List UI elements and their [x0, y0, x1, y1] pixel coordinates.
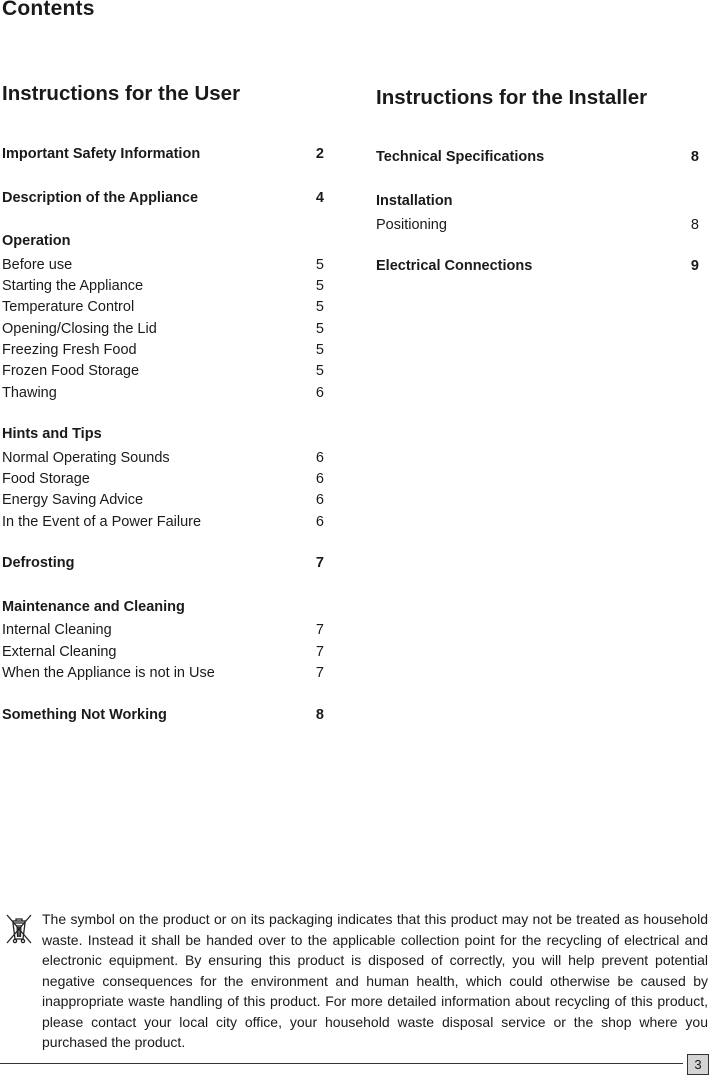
toc-entry-label: Starting the Appliance	[2, 278, 144, 294]
toc-entry[interactable]	[2, 448, 324, 468]
toc-entry-page: 5	[315, 299, 324, 315]
toc-entry-label: Operation	[2, 233, 71, 249]
toc-entry-page: 6	[315, 471, 324, 487]
toc-entry[interactable]	[2, 340, 324, 360]
toc-entry[interactable]	[2, 705, 324, 725]
toc-entry-page: 5	[315, 342, 324, 358]
toc-entry-page: 7	[315, 665, 324, 681]
toc-entry-page: 5	[315, 363, 324, 379]
toc-entry-page: 4	[315, 190, 324, 206]
toc-entry[interactable]	[376, 256, 699, 276]
toc-entry[interactable]	[2, 188, 324, 208]
toc-entry-label: Defrosting	[2, 555, 75, 571]
toc-entry[interactable]	[376, 215, 699, 235]
toc-entry-page: 7	[315, 555, 324, 571]
toc-entry-label: Energy Saving Advice	[2, 492, 144, 508]
toc-entry-page: 8	[690, 217, 699, 233]
toc-entry[interactable]	[2, 297, 324, 317]
toc-entry[interactable]	[2, 255, 324, 275]
installer-section-heading: Instructions for the Installer	[376, 86, 648, 109]
page-number: 3	[687, 1054, 709, 1075]
toc-entry-label: Thawing	[2, 385, 57, 401]
toc-entry-page: 8	[315, 707, 324, 723]
toc-entry-page: 6	[315, 492, 324, 508]
toc-entry[interactable]	[376, 147, 699, 167]
toc-entry-label: Freezing Fresh Food	[2, 342, 137, 358]
toc-entry-label: In the Event of a Power Failure	[2, 514, 202, 530]
toc-entry-label: Frozen Food Storage	[2, 363, 140, 379]
toc-entry-page: 6	[315, 450, 324, 466]
toc-entry-label: External Cleaning	[2, 644, 117, 660]
toc-entry-label: Technical Specifications	[376, 149, 545, 165]
toc-entry[interactable]	[2, 319, 324, 339]
toc-entry-label: Something Not Working	[2, 707, 167, 723]
toc-entry-label: Temperature Control	[2, 299, 135, 315]
page-title: Contents	[2, 0, 95, 20]
toc-section-heading	[2, 231, 324, 251]
toc-entry-page: 6	[315, 514, 324, 530]
toc-entry-label: Internal Cleaning	[2, 622, 112, 638]
toc-entry[interactable]	[2, 553, 324, 573]
toc-entry[interactable]	[2, 642, 324, 662]
toc-entry[interactable]	[2, 469, 324, 489]
toc-entry-page: 5	[315, 257, 324, 273]
toc-entry[interactable]	[2, 276, 324, 296]
toc-entry-page: 9	[690, 258, 699, 274]
toc-entry[interactable]	[2, 361, 324, 381]
footer-rule	[0, 1063, 683, 1064]
toc-entry-label: When the Appliance is not in Use	[2, 665, 215, 681]
crossed-out-wheelie-bin-icon	[4, 912, 34, 946]
toc-entry[interactable]	[2, 383, 324, 403]
toc-entry[interactable]	[2, 663, 324, 683]
toc-entry-page: 7	[315, 622, 324, 638]
toc-entry-label: Before use	[2, 257, 73, 273]
toc-entry-page: 7	[315, 644, 324, 660]
toc-entry-label: Important Safety Information	[2, 146, 201, 162]
toc-entry-page: 6	[315, 385, 324, 401]
toc-entry[interactable]	[2, 620, 324, 640]
toc-entry[interactable]	[2, 490, 324, 510]
toc-entry-label: Positioning	[376, 217, 447, 233]
toc-entry[interactable]	[2, 144, 324, 164]
toc-entry-label: Food Storage	[2, 471, 90, 487]
toc-section-heading	[376, 191, 699, 211]
toc-entry-page: 5	[315, 321, 324, 337]
toc-entry-label: Maintenance and Cleaning	[2, 599, 185, 615]
toc-entry-label: Electrical Connections	[376, 258, 533, 274]
disposal-notice-text: The symbol on the product or on its packaging indicates that this product may not be treated as household waste. Instead it shall be handed over to the applicable collection point for the recycling of electrical and electronic equipment. By ensuring this product is disposed of correctly, you will help prevent potential negative consequences for the environment and human health, which could otherwise be caused by inappropriate waste handling of this product. For more detailed information about recycling of this product, please contact your local city office, your household waste disposal service or the shop where you purchased the product.	[42, 911, 708, 1050]
toc-entry-page: 2	[315, 146, 324, 162]
toc-entry[interactable]	[2, 512, 324, 532]
toc-entry-page: 8	[690, 149, 699, 165]
toc-entry-page: 5	[315, 278, 324, 294]
toc-entry-label: Hints and Tips	[2, 426, 102, 442]
toc-entry-label: Description of the Appliance	[2, 190, 199, 206]
toc-entry-label: Normal Operating Sounds	[2, 450, 170, 466]
toc-section-heading	[2, 424, 324, 444]
toc-entry-label: Opening/Closing the Lid	[2, 321, 157, 337]
user-section-heading: Instructions for the User	[2, 82, 241, 105]
toc-entry-label: Installation	[376, 193, 453, 209]
toc-section-heading	[2, 597, 324, 617]
